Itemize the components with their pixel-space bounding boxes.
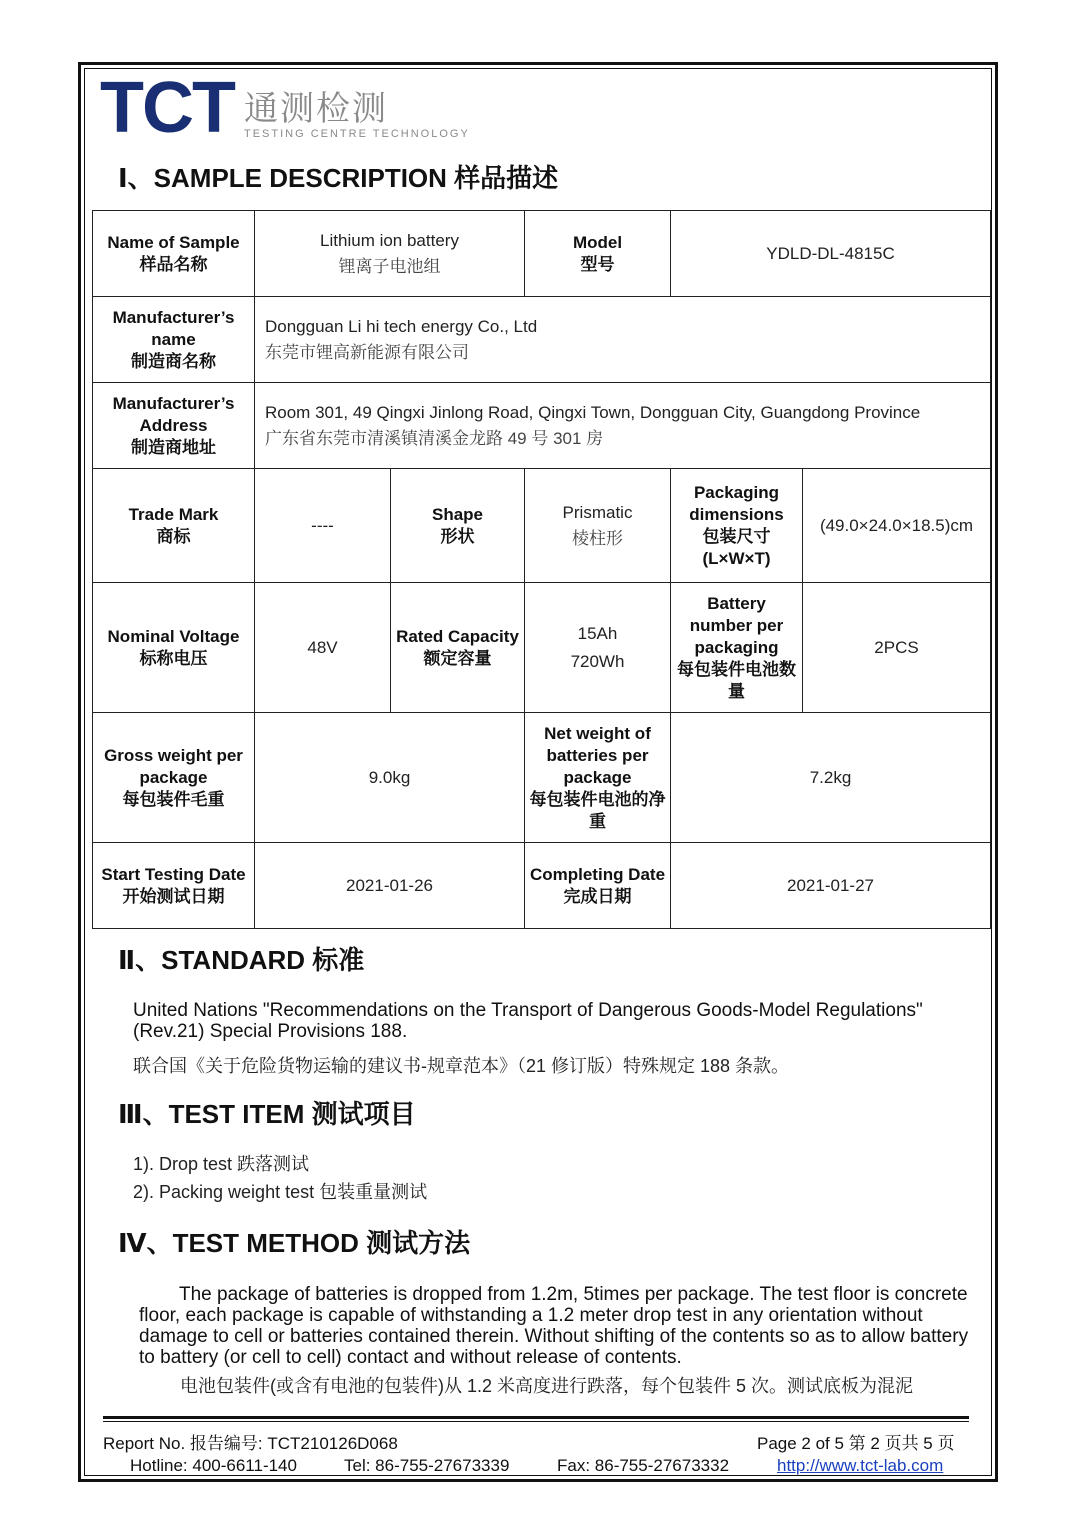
hotline: Hotline: 400-6611-140 <box>130 1456 297 1475</box>
name-of-sample-label: Name of Sample 样品名称 <box>93 211 255 297</box>
manufacturer-address-value: Room 301, 49 Qingxi Jinlong Road, Qingxi Town, Dongguan City, Guangdong Province 广东省东莞市清溪镇清溪金龙路 49 号 301 房 <box>255 383 991 469</box>
shape-value: Prismatic 棱柱形 <box>525 469 671 583</box>
fax: Fax: 86-755-27673332 <box>557 1456 730 1475</box>
test-method-text-en: The package of batteries is dropped from 1.2m, 5times per package. The test floor is concrete floor, each package is capable of withstanding a 1.2 meter drop test in any orientation without damage to cell or batteries contained therein. Without shifting of the contents so as to allow battery to battery (or cell to cell) contact and without release of contents. <box>139 1284 969 1368</box>
footer-rule <box>103 1416 969 1419</box>
net-weight-label: Net weight of batteries per package 每包装件电池的净重 <box>525 713 671 843</box>
start-testing-date-label: Start Testing Date 开始测试日期 <box>93 843 255 929</box>
logo-en: TESTING CENTRE TECHNOLOGY <box>243 128 470 140</box>
test-method-text-cn: 电池包装件(或含有电池的包装件)从 1.2 米高度进行跌落，每个包装件 5 次。测试底板为混泥 <box>180 1376 914 1396</box>
section-heading-test-method: Ⅳ、TEST METHOD 测试方法 <box>118 1228 471 1258</box>
model-value: YDLD-DL-4815C <box>671 211 991 297</box>
logo-cn: 通测检测 <box>243 89 388 129</box>
trade-mark-label: Trade Mark 商标 <box>93 469 255 583</box>
standard-text-en: United Nations "Recommendations on the Transport of Dangerous Goods-Model Regulations" (Rev.21) Special Provisions 188. <box>133 1000 923 1042</box>
manufacturer-address-label: Manufacturer’s Address 制造商地址 <box>93 383 255 469</box>
rated-capacity-value: 15Ah 720Wh <box>525 583 671 713</box>
start-testing-date-value: 2021-01-26 <box>255 843 525 929</box>
nominal-voltage-label: Nominal Voltage 标称电压 <box>93 583 255 713</box>
standard-text-cn: 联合国《关于危险货物运输的建议书-规章范本》（21 修订版）特殊规定 188 条款。 <box>133 1056 790 1076</box>
logo-text <box>244 90 470 140</box>
list-item: 2). Packing weight test 包装重量测试 <box>133 1182 428 1202</box>
name-of-sample-value: Lithium ion battery 锂离子电池组 <box>255 211 525 297</box>
page-number: Page 2 of 5 第 2 页共 5 页 <box>757 1434 955 1453</box>
net-weight-value: 7.2kg <box>671 713 991 843</box>
completing-date-value: 2021-01-27 <box>671 843 991 929</box>
gross-weight-label: Gross weight per package 每包装件毛重 <box>93 713 255 843</box>
battery-number-label: Battery number per packaging 每包装件电池数量 <box>671 583 803 713</box>
table-row <box>93 383 991 469</box>
table-row <box>93 469 991 583</box>
table-row <box>93 583 991 713</box>
section-heading-standard: Ⅱ、STANDARD 标准 <box>118 945 365 975</box>
trade-mark-value: ---- <box>255 469 391 583</box>
manufacturer-name-label: Manufacturer’s name 制造商名称 <box>93 297 255 383</box>
table-row <box>93 713 991 843</box>
battery-number-value: 2PCS <box>803 583 991 713</box>
report-number: Report No. 报告编号: TCT210126D068 <box>103 1434 398 1453</box>
section-heading-sample-description: Ⅰ、SAMPLE DESCRIPTION 样品描述 <box>118 163 559 193</box>
logo-mark: TCT <box>100 68 234 148</box>
table-row <box>93 211 991 297</box>
sample-description-table <box>92 210 991 929</box>
list-item: 1). Drop test 跌落测试 <box>133 1154 310 1174</box>
section-heading-test-item: Ⅲ、TEST ITEM 测试项目 <box>118 1099 416 1129</box>
telephone: Tel: 86-755-27673339 <box>344 1456 510 1475</box>
rated-capacity-label: Rated Capacity 额定容量 <box>391 583 525 713</box>
packaging-dimensions-label: Packaging dimensions 包装尺寸 (L×W×T) <box>671 469 803 583</box>
model-label: Model 型号 <box>525 211 671 297</box>
tct-logo <box>100 68 470 148</box>
footer-rule-thin <box>103 1421 969 1422</box>
packaging-dimensions-value: (49.0×24.0×18.5)cm <box>803 469 991 583</box>
gross-weight-value: 9.0kg <box>255 713 525 843</box>
table-row <box>93 843 991 929</box>
website-link[interactable]: http://www.tct-lab.com <box>777 1456 944 1475</box>
nominal-voltage-value: 48V <box>255 583 391 713</box>
shape-label: Shape 形状 <box>391 469 525 583</box>
table-row <box>93 297 991 383</box>
completing-date-label: Completing Date 完成日期 <box>525 843 671 929</box>
manufacturer-name-value: Dongguan Li hi tech energy Co., Ltd 东莞市锂高新能源有限公司 <box>255 297 991 383</box>
